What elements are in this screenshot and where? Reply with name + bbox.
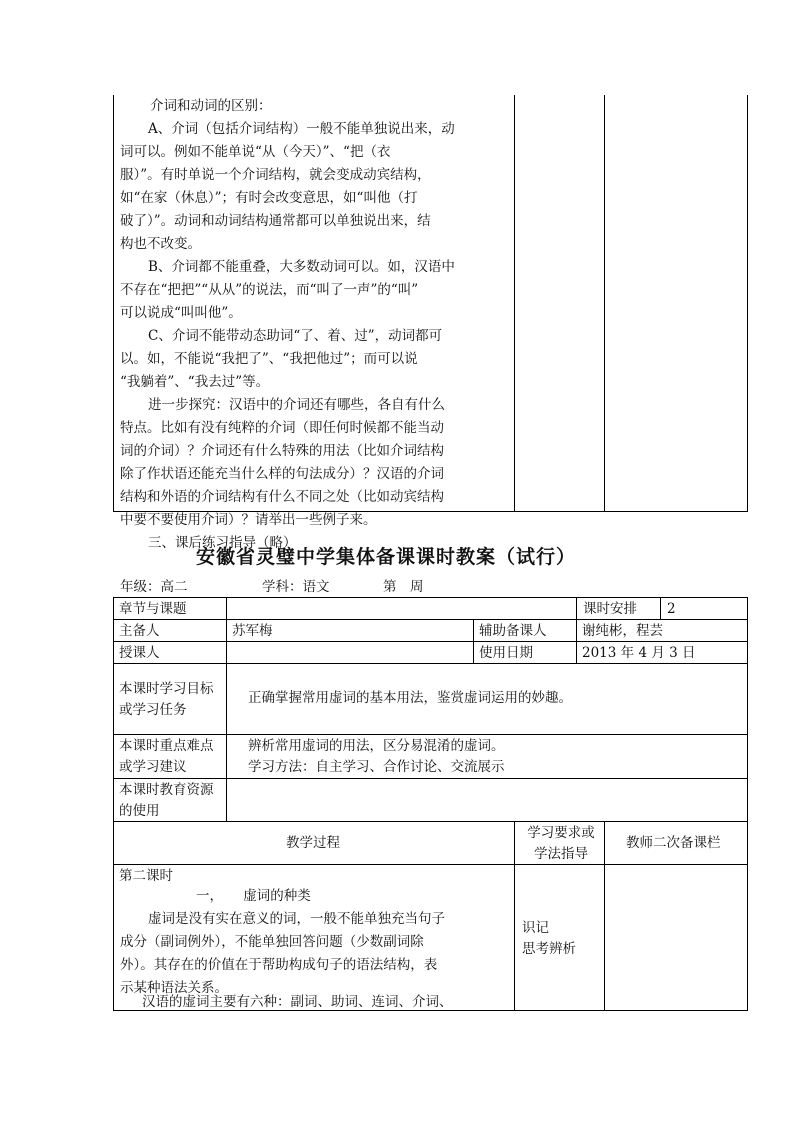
chapter-label: 章节与课题 bbox=[119, 601, 187, 617]
guide-header: 学习要求或学法指导 bbox=[527, 825, 595, 862]
text-line: “我躺着”、“我去过”等。 bbox=[120, 374, 270, 390]
body-line: 虚词是没有实在意义的词，一般不能单独充当句子 bbox=[148, 911, 445, 927]
text-line: B、介词都不能重叠，大多数动词可以。如，汉语中 bbox=[148, 259, 455, 275]
col-line-process bbox=[514, 821, 515, 1011]
col-line-assistant bbox=[473, 619, 474, 664]
main-preparer-value: 苏军梅 bbox=[232, 623, 273, 639]
secondary-header: 教师二次备课栏 bbox=[626, 835, 721, 851]
table-border-col3 bbox=[604, 95, 605, 512]
document-title: 安徽省灵璧中学集体备课课时教案（试行） bbox=[196, 546, 577, 568]
focus-line2: 学习方法：自主学习、合作讨论、交流展示 bbox=[248, 759, 505, 775]
col-line-right bbox=[747, 597, 748, 1011]
text-line: A、介词（包括介词结构）一般不能单独说出来，动 bbox=[148, 121, 455, 137]
week-label: 第 周 bbox=[383, 579, 424, 595]
text-line: 不存在“把把”“从从”的说法，而“叫了一声”的“叫” bbox=[120, 282, 419, 298]
text-line: 服）”。有时单说一个介词结构，就会变成动宾结构， bbox=[120, 167, 431, 183]
body-line: 成分（副词例外），不能单独回答问题（少数副词除 bbox=[120, 934, 424, 950]
text-line: 进一步探究：汉语中的介词还有哪些，各自有什么 bbox=[148, 397, 445, 413]
resources-label: 本课时教育资源的使用 bbox=[119, 782, 214, 819]
goals-label: 本课时学习目标或学习任务 bbox=[119, 681, 214, 718]
body-line: 示某种语法关系。 bbox=[120, 980, 228, 996]
row-line bbox=[113, 663, 748, 664]
section-title: 一， 虚词的种类 bbox=[196, 888, 311, 904]
text-line: 可以说成“叫叫他”。 bbox=[120, 305, 242, 321]
text-line: 词的介词）？介词还有什么特殊的用法（比如介词结构 bbox=[120, 443, 444, 459]
focus-label: 本课时重点难点或学习建议 bbox=[119, 738, 214, 775]
col-line-left bbox=[113, 597, 114, 1011]
text-line: C、介词不能带动态助词“了、着、过”，动词都可 bbox=[148, 328, 443, 344]
row-line bbox=[113, 641, 748, 642]
guide-line1: 识记 bbox=[522, 920, 549, 936]
row-line bbox=[113, 619, 748, 620]
text-line: 以。如，不能说“我把了”、“我把他过”；而可以说 bbox=[120, 351, 418, 367]
row-line bbox=[113, 864, 748, 865]
col-line-schedule bbox=[576, 597, 577, 620]
table-border-left bbox=[113, 95, 114, 512]
teacher-label: 授课人 bbox=[119, 645, 160, 661]
process-header: 教学过程 bbox=[286, 835, 340, 851]
row-line bbox=[113, 778, 748, 779]
table-border-right bbox=[747, 95, 748, 512]
assistant-label: 辅助备课人 bbox=[479, 623, 547, 639]
assistant-value: 谢纯彬，程芸 bbox=[582, 623, 663, 639]
goals-value: 正确掌握常用虚词的基本用法，鉴赏虚词运用的妙趣。 bbox=[248, 690, 572, 706]
text-line: 如“在家（休息）”；有时会改变意思，如“叫他（打 bbox=[120, 190, 418, 206]
date-value: 2013 年 4 月 3 日 bbox=[582, 645, 696, 661]
text-line: 中要不要使用介词）？请举出一些例子来。 bbox=[120, 512, 377, 528]
col-line-schedule-value bbox=[660, 597, 661, 620]
focus-line1: 辨析常用虚词的用法，区分易混淆的虚词。 bbox=[248, 738, 505, 754]
row-line bbox=[113, 597, 748, 598]
body-line: 外）。其存在的价值在于帮助构成句子的语法结构，表 bbox=[120, 957, 438, 973]
text-line: 词可以。例如不能单说“从（今天）”、“把（衣 bbox=[120, 144, 391, 160]
col-line-guide bbox=[604, 821, 605, 1011]
row-line bbox=[113, 734, 748, 735]
date-label: 使用日期 bbox=[479, 645, 533, 661]
body-line: 汉语的虚词主要有六种：副词、助词、连词、介词、 bbox=[142, 994, 453, 1010]
text-line: 结构和外语的介词结构有什么不同之处（比如动宾结构 bbox=[120, 489, 444, 505]
guide-line2: 思考辨析 bbox=[522, 941, 576, 957]
text-line: 除了作状语还能充当什么样的句法成分）？汉语的介词 bbox=[120, 466, 444, 482]
lesson-title: 第二课时 bbox=[119, 868, 173, 884]
table-border-col2 bbox=[514, 95, 515, 512]
text-line: 破了）”。动词和动词结构通常都可以单独说出来，结 bbox=[120, 213, 431, 229]
col-line-label bbox=[226, 597, 227, 822]
schedule-label: 课时安排 bbox=[583, 601, 637, 617]
subject-label: 学科：语文 bbox=[262, 579, 330, 595]
grade-label: 年级：高二 bbox=[120, 579, 188, 595]
text-line: 介词和动词的区别： bbox=[150, 98, 272, 114]
main-preparer-label: 主备人 bbox=[119, 623, 160, 639]
text-line: 三、课后练习指导（略） bbox=[148, 535, 297, 551]
col-line-assistant-value bbox=[576, 619, 577, 664]
text-line: 特点。比如有没有纯粹的介词（即任何时候都不能当动 bbox=[120, 420, 444, 436]
text-line: 构也不改变。 bbox=[120, 236, 201, 252]
schedule-value: 2 bbox=[667, 601, 676, 617]
